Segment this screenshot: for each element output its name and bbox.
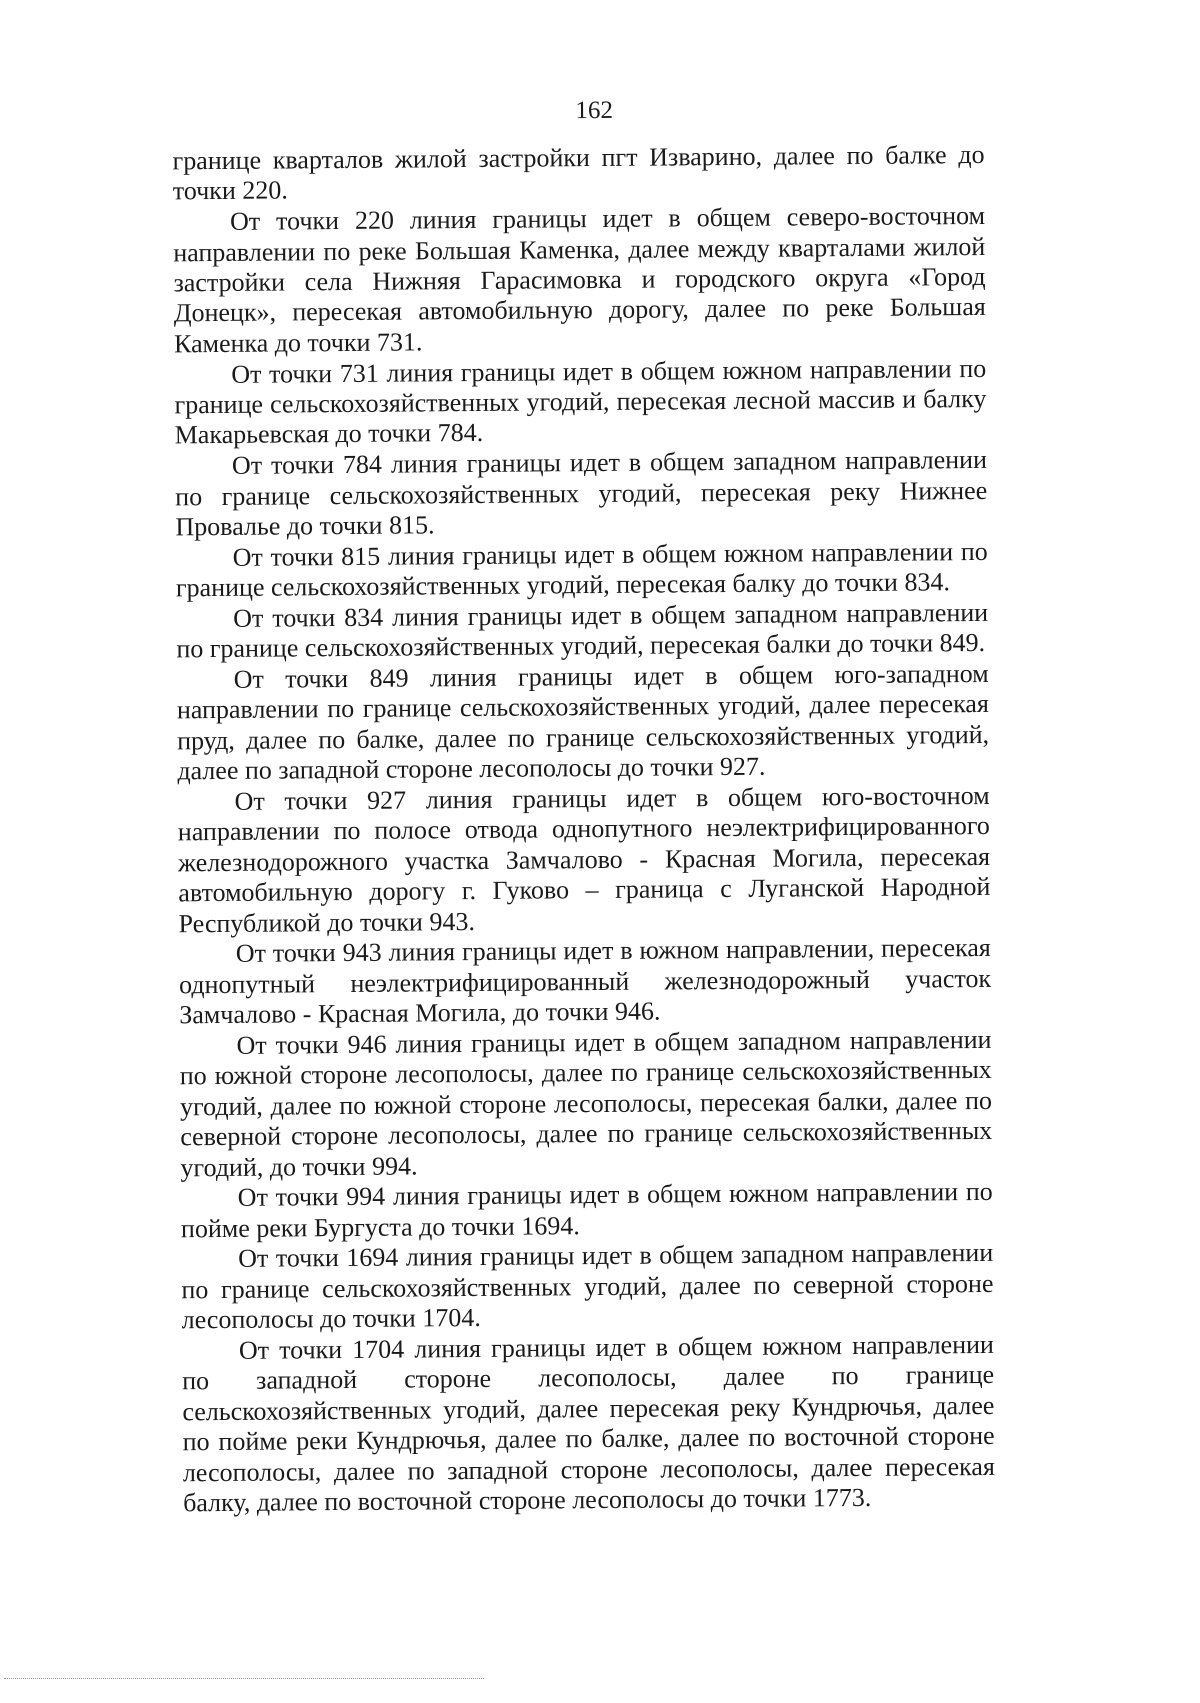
page-number: 162: [575, 96, 614, 125]
paragraph: От точки 946 линия границы идет в общем западном направлении по южной стороне лесополосы, далее по границе сельскохозяйственных угодий, далее по южной стороне лесополосы, пересекая балки, далее по северной стороне лесополосы, далее по границе сельскохозяйственных угодий, до точки 994.: [179, 1024, 993, 1182]
paragraph: От точки 943 линия границы идет в южном направлении, пересекая однопутный неэлектрифицированный железнодорожный участок Замчалово - Красная Могила, до точки 946.: [178, 933, 992, 1030]
scan-edge-artifact: [4, 1678, 484, 1679]
paragraph: От точки 834 линия границы идет в общем западном направлении по границе сельскохозяйственных угодий, пересекая балки до точки 849.: [176, 597, 989, 664]
paragraph: От точки 731 линия границы идет в общем южном направлении по границе сельскохозяйственных угодий, пересекая лесной массив и балку Макарьевская до точки 784.: [174, 353, 987, 450]
paragraph: От точки 815 линия границы идет в общем южном направлении по границе сельскохозяйственных угодий, пересекая балку до точки 834.: [175, 536, 988, 603]
paragraph: От точки 927 линия границы идет в общем юго-восточном направлении по полосе отвода однопутного неэлектрифицированного железнодорожного участка Замчалово - Красная Могила, пересекая автомобильную дорогу г. Гуково – граница с Луганской Народной Республикой до точки 943.: [177, 780, 991, 938]
paragraph: От точки 849 линия границы идет в общем юго-западном направлении по границе сельскохозяйственных угодий, далее пересекая пруд, далее по балке, далее по границе сельскохозяйственных угодий, далее по западной стороне лесополосы до точки 927.: [176, 658, 990, 786]
paragraph: От точки 784 линия границы идет в общем западном направлении по границе сельскохозяйственных угодий, пересекая реку Нижнее Провалье до точки 815.: [175, 445, 988, 542]
paragraph: От точки 1704 линия границы идет в общем южном направлении по западной стороне лесополосы, далее по границе сельскохозяйственных угодий, далее пересекая реку Кундрючья, далее по пойме реки Кундрючья, далее по балке, далее по восточной стороне лесополосы, далее по западной стороне лесополосы, далее пересекая балку, далее по восточной стороне лесополосы до точки 1773.: [182, 1329, 995, 1518]
paragraph: границе кварталов жилой застройки пгт Изварино, далее по балке до точки 220.: [172, 139, 985, 206]
document-body: [172, 140, 995, 1519]
paragraph: От точки 220 линия границы идет в общем северо-восточном направлении по реке Большая Каменка, далее между кварталами жилой застройки села Нижняя Гарасимовка и городского округа «Город Донецк», пересекая автомобильную дорогу, далее по реке Большая Каменка до точки 731.: [173, 201, 986, 359]
paragraph: От точки 1694 линия границы идет в общем западном направлении по границе сельскохозяйственных угодий, далее по северной стороне лесополосы до точки 1704.: [181, 1238, 994, 1335]
paragraph: От точки 994 линия границы идет в общем южном направлении по пойме реки Бургуста до точки 1694.: [180, 1177, 993, 1243]
